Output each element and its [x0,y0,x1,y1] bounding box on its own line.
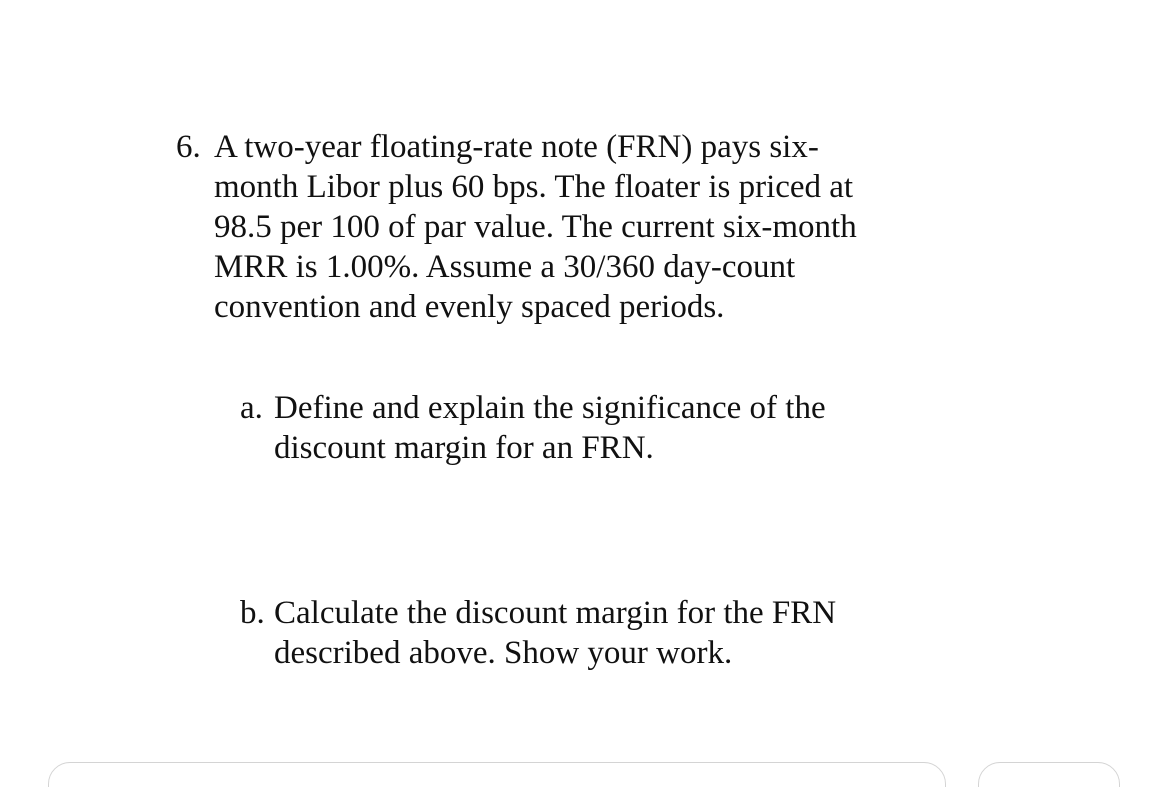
part-b-text [240,593,1000,673]
part-a-line: Define and explain the significance of the [274,390,826,426]
part-b-label: b. [240,595,265,631]
question-line: convention and evenly spaced periods. [214,289,725,325]
part-b-line: described above. Show your work. [274,635,733,671]
part-a-text [240,388,1000,468]
part-a-label: a. [240,390,263,426]
part-b-line: Calculate the discount margin for the FRN [274,595,837,631]
question-line: 98.5 per 100 of par value. The current six-month [214,209,857,245]
answer-input-box[interactable] [48,762,946,787]
question-line: MRR is 1.00%. Assume a 30/360 day-count [214,249,796,285]
part-a-line: discount margin for an FRN. [274,430,654,466]
question-number: 6. [176,129,201,165]
question-text [176,127,936,327]
question-line: month Libor plus 60 bps. The floater is priced at [214,169,854,205]
part-a [240,388,1000,468]
secondary-input-box[interactable] [978,762,1120,787]
question-line: A two-year floating-rate note (FRN) pays six- [214,129,819,165]
part-b [240,593,1000,673]
question-6 [176,127,936,327]
